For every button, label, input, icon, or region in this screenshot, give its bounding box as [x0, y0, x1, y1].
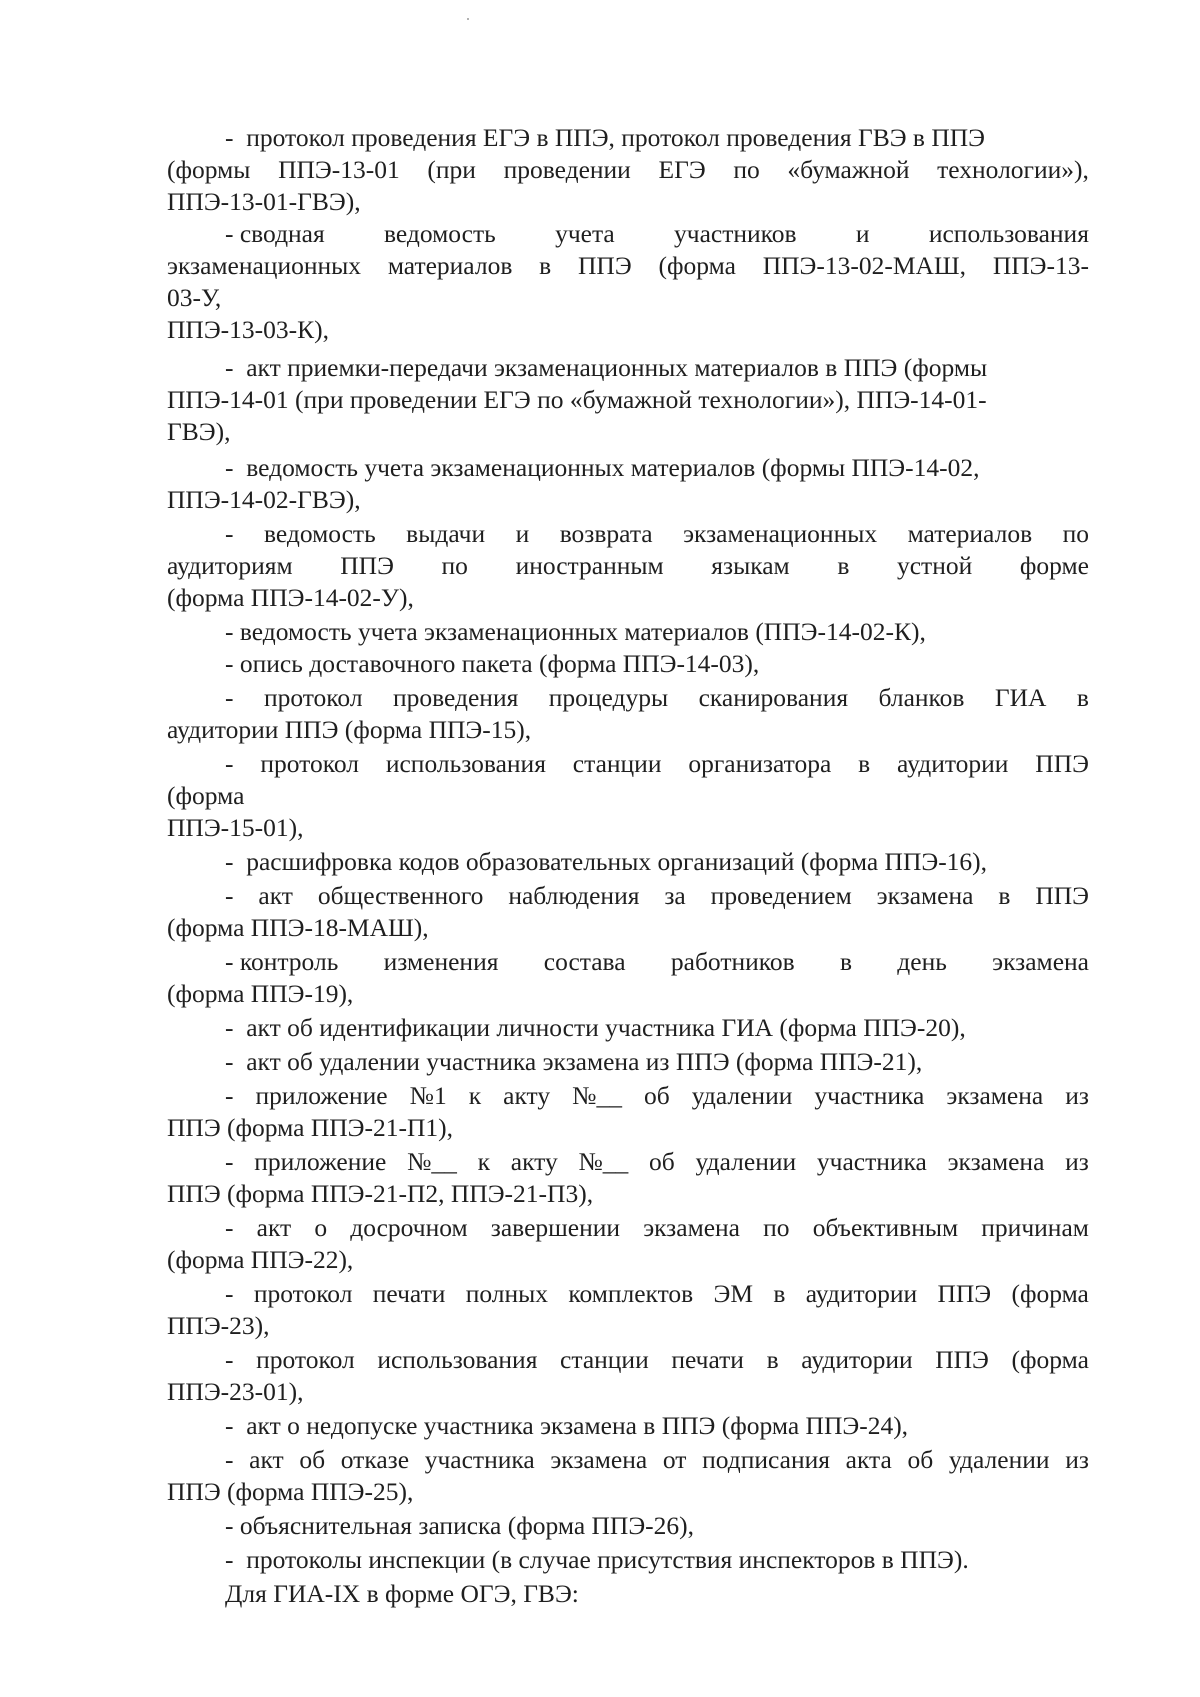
text-segment: в — [539, 251, 552, 280]
text-segment: в — [1076, 683, 1089, 712]
text-segment: участников — [674, 219, 797, 248]
text-segment: ППЭ-13-01 — [278, 155, 400, 184]
text-segment: - объяснительная записка (форма ППЭ-26), — [225, 1511, 695, 1540]
text-segment: - протокол проведения ЕГЭ в ППЭ, протокол проведения ГВЭ в ППЭ — [225, 123, 986, 152]
text-segment: ППЭ (форма ППЭ-21-П1), — [167, 1113, 454, 1142]
text-segment: акту — [510, 1147, 558, 1176]
text-segment: - — [225, 1213, 234, 1242]
text-segment: подписания — [702, 1445, 830, 1474]
text-segment: организатора — [688, 749, 832, 778]
text-segment: по — [763, 1213, 790, 1242]
text-segment: акт — [258, 881, 293, 910]
text-line — [167, 280, 1089, 316]
text-segment: ППЭ — [1035, 749, 1089, 778]
text-segment: об — [649, 1147, 675, 1176]
text-line — [225, 1542, 1089, 1578]
text-segment: бланков — [878, 683, 965, 712]
text-line — [225, 1442, 1089, 1478]
text-segment: - контроль — [225, 947, 339, 976]
text-segment: наблюдения — [508, 881, 640, 910]
text-segment: (форма ППЭ-19), — [167, 979, 354, 1008]
text-segment: экзамена — [947, 1147, 1045, 1176]
text-segment: станции — [572, 749, 662, 778]
text-line — [167, 1176, 1089, 1212]
text-segment: - — [225, 1445, 234, 1474]
text-segment: - ведомость учета экзаменационных материалов (ППЭ-14-02-К), — [225, 617, 926, 646]
text-segment: изменения — [383, 947, 499, 976]
text-segment: технологии»), — [937, 155, 1089, 184]
text-segment: полных — [465, 1279, 549, 1308]
text-segment: экзаменационных — [167, 251, 362, 280]
text-segment: экзамена — [643, 1213, 740, 1242]
text-segment: проведения — [392, 683, 519, 712]
text-segment: проведением — [710, 881, 852, 910]
text-line — [225, 614, 1089, 650]
text-segment: в — [839, 947, 852, 976]
text-line — [167, 414, 1089, 450]
text-segment: (форма — [658, 251, 736, 280]
text-segment: материалов — [387, 251, 513, 280]
text-segment: ППЭ — [340, 551, 394, 580]
text-segment: ППЭ — [1035, 881, 1089, 910]
text-segment: форме — [1019, 551, 1089, 580]
text-line — [225, 516, 1089, 552]
text-segment: сканирования — [698, 683, 849, 712]
text-segment: акту — [503, 1081, 551, 1110]
text-segment: ГВЭ), — [167, 417, 231, 446]
text-line — [167, 152, 1089, 188]
text-segment: в — [837, 551, 850, 580]
text-line — [167, 580, 1089, 616]
text-line — [167, 778, 1089, 814]
text-segment: - — [225, 1345, 234, 1374]
text-segment: ППЭ-13-02-МАШ, — [762, 251, 967, 280]
text-line — [167, 248, 1089, 284]
text-segment: (форма — [1011, 1345, 1089, 1374]
text-line — [167, 810, 1089, 846]
text-line — [225, 646, 1089, 682]
text-segment: возврата — [559, 519, 653, 548]
text-segment: - ведомость учета экзаменационных материалов (формы ППЭ-14-02, — [225, 453, 980, 482]
text-segment: ППЭ-23), — [167, 1311, 270, 1340]
text-segment: акт — [249, 1445, 284, 1474]
text-line — [225, 350, 1089, 386]
text-segment: - опись доставочного пакета (форма ППЭ-14-03), — [225, 649, 760, 678]
text-segment: по — [1062, 519, 1089, 548]
text-segment: ППЭ-13-03-К), — [167, 315, 330, 344]
text-segment: ППЭ — [935, 1345, 989, 1374]
text-segment: удалении — [948, 1445, 1050, 1474]
text-segment: учета — [555, 219, 615, 248]
text-segment: языкам — [711, 551, 790, 580]
text-segment: (форма ППЭ-14-02-У), — [167, 583, 414, 612]
text-segment: - — [225, 749, 234, 778]
text-line — [167, 1110, 1089, 1146]
text-segment: причинам — [981, 1213, 1089, 1242]
text-segment: состава — [543, 947, 626, 976]
text-segment: использования — [928, 219, 1089, 248]
text-segment: - — [225, 1081, 234, 1110]
text-line — [225, 216, 1089, 252]
text-segment: протокол — [256, 1345, 355, 1374]
text-segment: и — [515, 519, 530, 548]
text-segment: к — [468, 1081, 482, 1110]
text-line — [167, 976, 1089, 1012]
text-segment: протокол — [263, 683, 363, 712]
text-segment: об — [643, 1081, 670, 1110]
text-segment: аудитории — [805, 1279, 918, 1308]
text-segment: - — [225, 519, 234, 548]
text-line — [225, 944, 1089, 980]
text-segment: аудиториям — [167, 551, 293, 580]
text-segment: - акт о недопуске участника экзамена в ППЭ (форма ППЭ-24), — [225, 1411, 909, 1440]
text-line — [225, 1408, 1089, 1444]
text-segment: акта — [845, 1445, 892, 1474]
text-segment: - — [225, 1147, 234, 1176]
text-line — [225, 746, 1089, 782]
text-segment: завершении — [490, 1213, 621, 1242]
text-segment: - — [225, 1279, 234, 1308]
text-segment: об — [907, 1445, 934, 1474]
text-segment: ГИА — [994, 683, 1047, 712]
text-line — [225, 1342, 1089, 1378]
text-segment: - — [225, 683, 234, 712]
text-line — [167, 1242, 1089, 1278]
text-segment: - — [225, 881, 234, 910]
text-line — [225, 1010, 1089, 1046]
text-segment: - сводная — [225, 219, 325, 248]
text-segment: день — [897, 947, 947, 976]
text-segment: приложение — [255, 1081, 388, 1110]
text-segment: досрочном — [350, 1213, 468, 1242]
text-segment: №__ — [407, 1147, 457, 1176]
text-segment: 03-У, — [167, 283, 222, 312]
text-segment: акт — [256, 1213, 292, 1242]
text-segment: по — [733, 155, 760, 184]
text-line — [167, 548, 1089, 584]
text-segment: - расшифровка кодов образовательных организаций (форма ППЭ-16), — [225, 847, 988, 876]
text-segment: ППЭ — [578, 251, 632, 280]
text-segment: печати — [372, 1279, 446, 1308]
text-line — [225, 450, 1089, 486]
text-segment: удалении — [695, 1147, 797, 1176]
text-segment: выдачи — [406, 519, 486, 548]
text-segment: и — [855, 219, 870, 248]
text-segment: №__ — [578, 1147, 629, 1176]
text-segment: (формы — [167, 155, 251, 184]
text-segment: ППЭ (форма ППЭ-25), — [167, 1477, 414, 1506]
text-segment: протокол — [253, 1279, 353, 1308]
text-segment: №1 — [409, 1081, 447, 1110]
text-line — [225, 878, 1089, 914]
text-segment: устной — [896, 551, 973, 580]
text-segment: ведомость — [384, 219, 496, 248]
text-segment: комплектов — [568, 1279, 694, 1308]
text-segment: материалов — [907, 519, 1033, 548]
text-line — [167, 1308, 1089, 1344]
text-segment: Для ГИА-IX в форме ОГЭ, ГВЭ: — [225, 1579, 579, 1608]
text-segment: из — [1065, 1147, 1089, 1176]
text-segment: отказе — [340, 1445, 410, 1474]
text-line — [225, 1210, 1089, 1246]
text-segment: о — [314, 1213, 328, 1242]
text-segment: протокол — [260, 749, 359, 778]
scan-artifact-dot — [467, 18, 469, 20]
text-segment: общественного — [317, 881, 484, 910]
text-line — [167, 382, 1089, 418]
text-segment: экзамена — [550, 1445, 648, 1474]
text-segment: участника — [816, 1147, 927, 1176]
text-segment: из — [1065, 1445, 1089, 1474]
text-segment: аудитории ППЭ (форма ППЭ-15), — [167, 715, 532, 744]
text-segment: экзамена — [992, 947, 1089, 976]
text-line — [225, 1078, 1089, 1114]
text-segment: ППЭ — [937, 1279, 992, 1308]
text-line — [225, 1508, 1089, 1544]
text-segment: экзамена — [946, 1081, 1044, 1110]
text-line — [225, 680, 1089, 716]
text-segment: - акт об удалении участника экзамена из ППЭ (форма ППЭ-21), — [225, 1047, 923, 1076]
text-segment: в — [998, 881, 1011, 910]
text-segment: ЭМ — [713, 1279, 754, 1308]
text-segment: (форма — [1011, 1279, 1089, 1308]
text-line — [225, 1044, 1089, 1080]
text-line — [167, 184, 1089, 220]
text-segment: ППЭ-13- — [992, 251, 1089, 280]
text-segment: от — [662, 1445, 687, 1474]
text-segment: ППЭ-14-02-ГВЭ), — [167, 485, 361, 514]
text-line — [167, 312, 1089, 348]
text-line — [225, 1576, 1089, 1612]
text-segment: - акт приемки-передачи экзаменационных материалов в ППЭ (формы — [225, 353, 988, 382]
text-segment: аудитории — [897, 749, 1009, 778]
text-segment: из — [1065, 1081, 1089, 1110]
text-segment: аудитории — [801, 1345, 913, 1374]
text-segment: проведении — [503, 155, 631, 184]
text-segment: в — [773, 1279, 786, 1308]
text-segment: в — [766, 1345, 779, 1374]
text-segment: №__ — [572, 1081, 622, 1110]
text-line — [225, 120, 1089, 156]
text-segment: ППЭ-15-01), — [167, 813, 304, 842]
text-segment: (форма ППЭ-18-МАШ), — [167, 913, 429, 942]
text-line — [225, 1276, 1089, 1312]
text-segment: участника — [814, 1081, 925, 1110]
text-segment: ППЭ-23-01), — [167, 1377, 304, 1406]
text-segment: (при — [427, 155, 476, 184]
text-segment: объективным — [812, 1213, 959, 1242]
text-segment: (форма ППЭ-22), — [167, 1245, 354, 1274]
text-segment: в — [858, 749, 871, 778]
text-segment: за — [664, 881, 686, 910]
text-line — [225, 1144, 1089, 1180]
text-line — [167, 482, 1089, 518]
text-line — [167, 1374, 1089, 1410]
text-segment: ППЭ-14-01 (при проведении ЕГЭ по «бумажной технологии»), ППЭ-14-01- — [167, 385, 987, 414]
text-segment: по — [441, 551, 468, 580]
text-segment: экзаменационных — [683, 519, 878, 548]
text-segment: (форма — [167, 781, 245, 810]
text-segment: об — [299, 1445, 326, 1474]
text-segment: ППЭ (форма ППЭ-21-П2, ППЭ-21-П3), — [167, 1179, 594, 1208]
text-segment: - акт об идентификации личности участника ГИА (форма ППЭ-20), — [225, 1013, 966, 1042]
text-segment: - протоколы инспекции (в случае присутствия инспекторов в ППЭ). — [225, 1545, 969, 1574]
text-segment: процедуры — [548, 683, 669, 712]
text-segment: работников — [670, 947, 795, 976]
text-segment: ЕГЭ — [658, 155, 706, 184]
text-line — [167, 910, 1089, 946]
text-segment: иностранным — [515, 551, 664, 580]
text-segment: использования — [377, 1345, 538, 1374]
text-segment: ППЭ-13-01-ГВЭ), — [167, 187, 361, 216]
text-segment: удалении — [691, 1081, 793, 1110]
text-line — [225, 844, 1089, 880]
text-segment: печати — [671, 1345, 744, 1374]
text-segment: использования — [385, 749, 546, 778]
text-line — [167, 712, 1089, 748]
text-segment: экзамена — [876, 881, 974, 910]
text-segment: «бумажной — [787, 155, 910, 184]
text-line — [167, 1474, 1089, 1510]
text-segment: участника — [424, 1445, 535, 1474]
text-segment: приложение — [254, 1147, 387, 1176]
text-segment: станции — [560, 1345, 649, 1374]
text-segment: к — [477, 1147, 491, 1176]
text-segment: ведомость — [263, 519, 376, 548]
